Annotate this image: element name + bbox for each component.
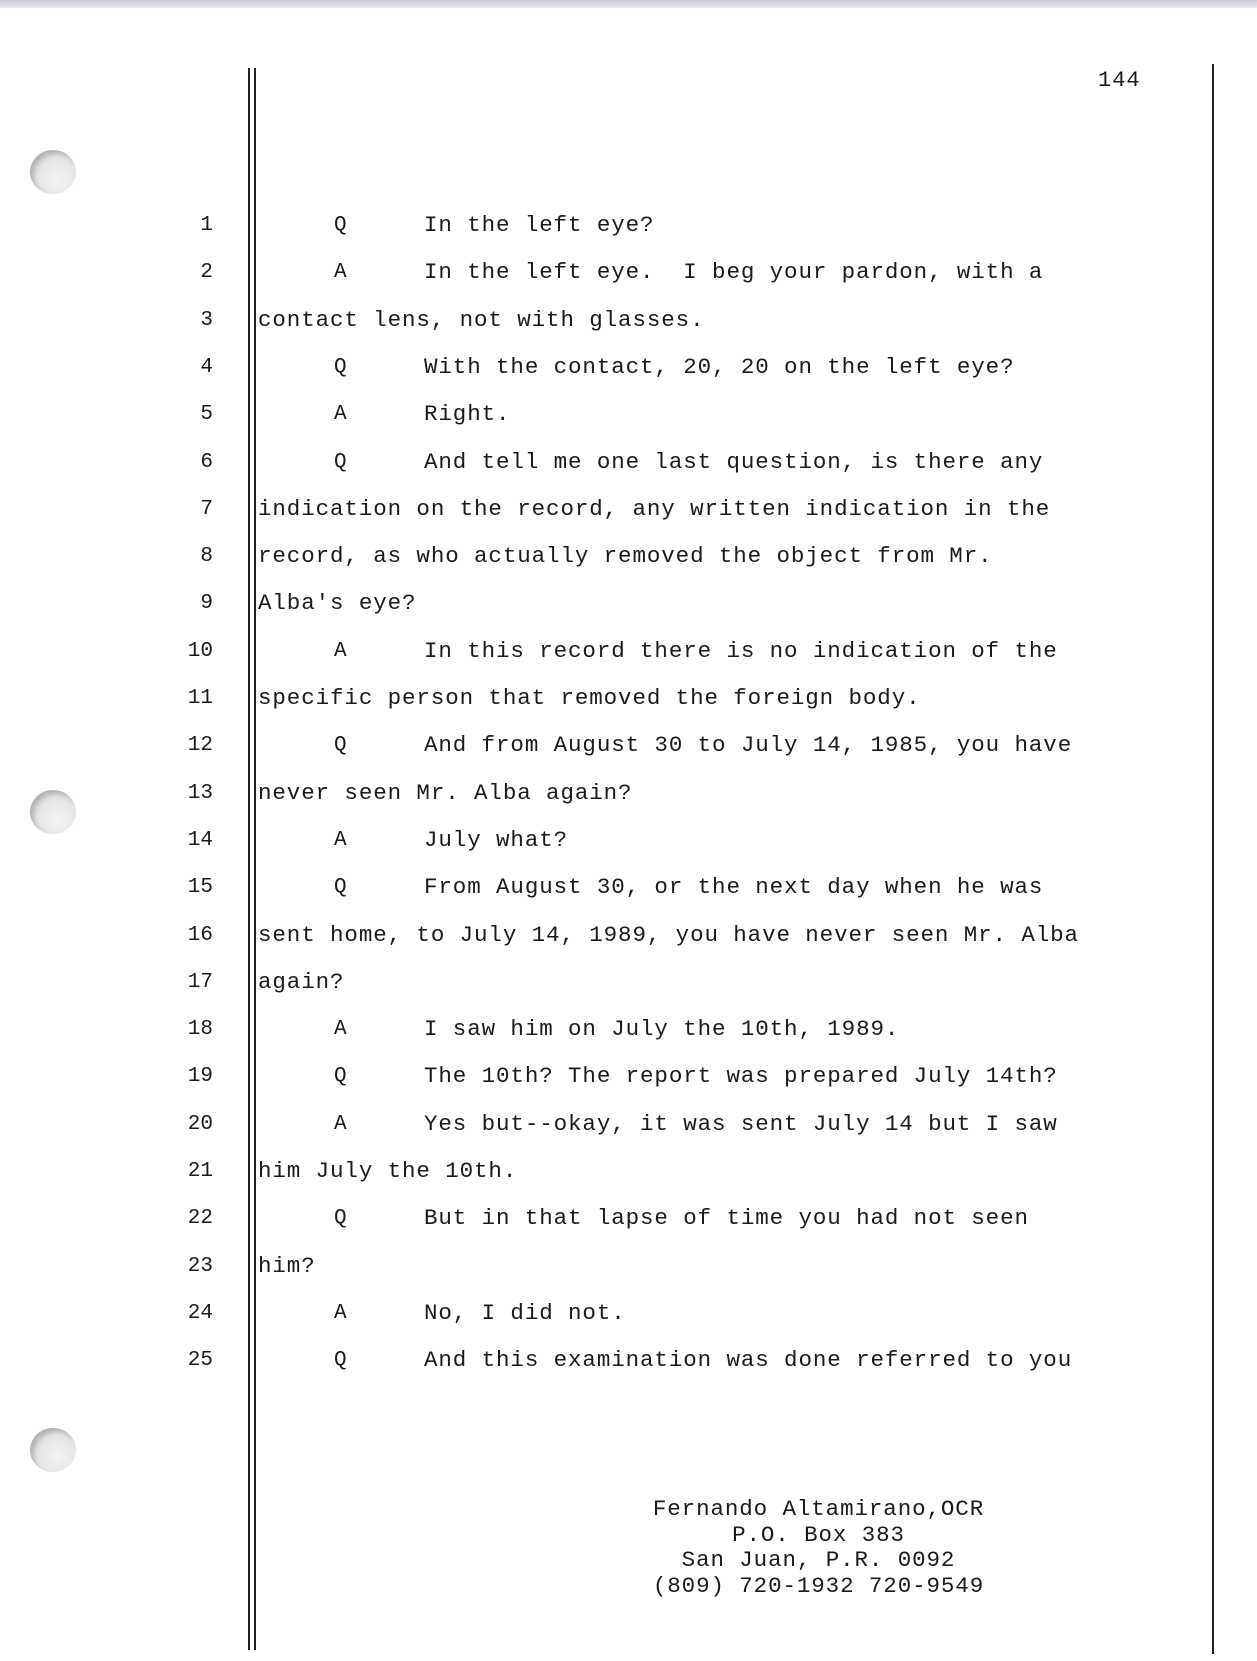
question-marker: Q bbox=[334, 1349, 347, 1372]
line-number: 6 bbox=[200, 451, 213, 474]
binder-hole-bottom bbox=[30, 1428, 76, 1472]
transcript-line-text: Alba's eye? bbox=[258, 590, 417, 616]
line-number: 23 bbox=[187, 1255, 213, 1278]
transcript-line-text: And tell me one last question, is there any bbox=[424, 449, 1044, 475]
reporter-city: San Juan, P.R. 0092 bbox=[681, 1547, 956, 1573]
answer-marker: A bbox=[334, 640, 347, 663]
transcript-line-text: No, I did not. bbox=[424, 1300, 626, 1326]
transcript-line-text: In this record there is no indication of the bbox=[424, 638, 1058, 664]
transcript-line-text: Right. bbox=[424, 401, 511, 427]
transcript-line-text: him July the 10th. bbox=[258, 1158, 518, 1184]
reporter-phone: (809) 720-1932 720-9549 bbox=[652, 1572, 985, 1599]
line-number: 11 bbox=[187, 687, 213, 710]
transcript-line-text: In the left eye? bbox=[424, 212, 655, 238]
page-number: 144 bbox=[1098, 68, 1141, 93]
question-marker: Q bbox=[334, 734, 347, 757]
line-number: 19 bbox=[187, 1065, 213, 1088]
question-marker: Q bbox=[334, 876, 347, 899]
transcript-line-text: From August 30, or the next day when he was bbox=[424, 874, 1044, 900]
transcript-line-text: sent home, to July 14, 1989, you have never seen Mr. Alba bbox=[258, 922, 1079, 948]
transcript-line-text: him? bbox=[258, 1253, 316, 1279]
transcript-line-text: never seen Mr. Alba again? bbox=[258, 780, 633, 806]
line-number: 8 bbox=[200, 545, 213, 568]
line-number: 16 bbox=[187, 924, 213, 947]
question-marker: Q bbox=[334, 214, 347, 237]
transcript-line-text: July what? bbox=[424, 827, 569, 853]
line-number: 22 bbox=[187, 1207, 213, 1230]
transcript-line-text: I saw him on July the 10th, 1989. bbox=[424, 1016, 900, 1042]
line-number: 15 bbox=[187, 876, 213, 899]
line-number: 13 bbox=[187, 782, 213, 805]
transcript-line-text: The 10th? The report was prepared July 14th? bbox=[424, 1063, 1058, 1089]
transcript-line-text: record, as who actually removed the object from Mr. bbox=[258, 543, 993, 569]
binder-hole-top bbox=[30, 150, 76, 194]
reporter-name: Fernando Altamirano,OCR bbox=[652, 1496, 985, 1522]
line-number: 9 bbox=[200, 592, 213, 615]
answer-marker: A bbox=[334, 829, 347, 852]
page-top-edge bbox=[0, 0, 1257, 8]
left-margin-rule-outer bbox=[248, 68, 250, 1650]
question-marker: Q bbox=[334, 451, 347, 474]
answer-marker: A bbox=[334, 261, 347, 284]
reporter-po-box: P.O. Box 383 bbox=[732, 1521, 905, 1548]
line-number: 3 bbox=[200, 309, 213, 332]
line-number: 2 bbox=[200, 261, 213, 284]
line-number: 18 bbox=[187, 1018, 213, 1041]
transcript-line-text: In the left eye. I beg your pardon, with a bbox=[424, 259, 1044, 285]
line-number: 5 bbox=[200, 403, 213, 426]
line-number: 24 bbox=[187, 1302, 213, 1325]
right-margin-rule bbox=[1212, 64, 1214, 1654]
line-number: 4 bbox=[200, 356, 213, 379]
transcript-line-text: again? bbox=[258, 969, 345, 995]
line-number: 14 bbox=[187, 829, 213, 852]
line-number: 7 bbox=[200, 498, 213, 521]
answer-marker: A bbox=[334, 1302, 347, 1325]
transcript-line-text: With the contact, 20, 20 on the left eye? bbox=[424, 354, 1015, 380]
transcript-line-text: Yes but--okay, it was sent July 14 but I saw bbox=[424, 1111, 1058, 1137]
line-number: 1 bbox=[200, 214, 213, 237]
line-number: 12 bbox=[187, 734, 213, 757]
line-number: 21 bbox=[187, 1160, 213, 1183]
transcript-line-text: And from August 30 to July 14, 1985, you have bbox=[424, 732, 1073, 758]
line-number: 17 bbox=[187, 971, 213, 994]
question-marker: Q bbox=[334, 356, 347, 379]
binder-hole-middle bbox=[30, 790, 76, 834]
reporter-footer bbox=[0, 1497, 1257, 1599]
answer-marker: A bbox=[334, 1113, 347, 1136]
transcript-line-text: indication on the record, any written indication in the bbox=[258, 496, 1051, 522]
line-number: 10 bbox=[187, 640, 213, 663]
transcript-line-text: specific person that removed the foreign body. bbox=[258, 685, 921, 711]
answer-marker: A bbox=[334, 403, 347, 426]
answer-marker: A bbox=[334, 1018, 347, 1041]
transcript-line-text: contact lens, not with glasses. bbox=[258, 307, 705, 333]
left-margin-rule-inner bbox=[254, 68, 256, 1650]
transcript-line-text: And this examination was done referred to you bbox=[424, 1347, 1073, 1373]
line-number: 20 bbox=[187, 1113, 213, 1136]
transcript-line-text: But in that lapse of time you had not seen bbox=[424, 1205, 1029, 1231]
line-number: 25 bbox=[187, 1349, 213, 1372]
question-marker: Q bbox=[334, 1065, 347, 1088]
question-marker: Q bbox=[334, 1207, 347, 1230]
